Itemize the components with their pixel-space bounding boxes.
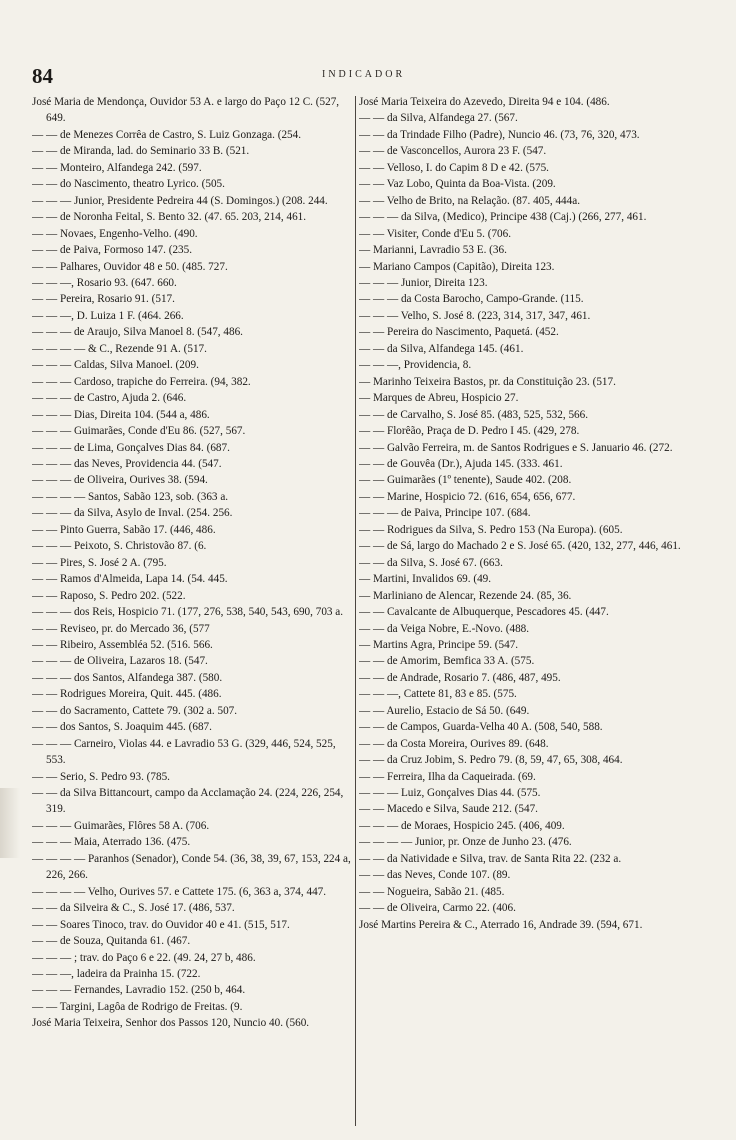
directory-entry: — — — das Neves, Providencia 44. (547. (32, 457, 222, 470)
directory-entry: — — Novaes, Engenho-Velho. (490. (32, 227, 198, 240)
directory-entry: — — da Silva, S. José 67. (663. (359, 556, 503, 569)
directory-entry: — — Nogueira, Sabão 21. (485. (359, 885, 505, 898)
directory-entry: José Maria Teixeira, Senhor dos Passos 120, Nuncio 40. (560. (32, 1017, 310, 1030)
directory-entry: — — dos Santos, S. Joaquim 445. (687. (32, 721, 212, 734)
directory-entry: — — Soares Tinoco, trav. do Ouvidor 40 e 41. (515, 517. (32, 918, 290, 931)
directory-entry: — — Pinto Guerra, Sabão 17. (446, 486. (32, 523, 216, 536)
directory-entry: — — Vaz Lobo, Quinta da Boa-Vista. (209. (359, 178, 556, 191)
directory-entry: — — da Veiga Nobre, E.-Novo. (488. (359, 622, 530, 635)
directory-entry: — Marques de Abreu, Hospicio 27. (359, 392, 519, 405)
directory-entry: — Marliniano de Alencar, Rezende 24. (85, 36. (359, 589, 572, 602)
page-number: 84 (32, 64, 53, 88)
directory-entry: — — da Silva Bittancourt, campo da Acclamação 24. (224, 226, 254, 319. (32, 787, 344, 816)
directory-entry: — — de Gouvêa (Dr.), Ajuda 145. (333. 461. (359, 457, 563, 470)
directory-entry: — — Reviseo, pr. do Mercado 36, (577 (32, 622, 210, 635)
left-column (32, 94, 354, 1032)
directory-entry: — — do Nascimento, theatro Lyrico. (505. (32, 178, 225, 191)
directory-entry: — — — da Silva, Asylo de Inval. (254. 256. (32, 507, 233, 520)
directory-entry: José Maria Teixeira do Azevedo, Direita 94 e 104. (486. (359, 96, 610, 108)
directory-entry: — — Florêão, Praça de D. Pedro I 45. (429, 278. (359, 425, 580, 438)
directory-entry: José Martins Pereira & C., Aterrado 16, Andrade 39. (594, 671. (359, 918, 643, 931)
directory-entry: — — — de Moraes, Hospicio 245. (406, 409. (359, 819, 565, 832)
directory-entry: — — — Cardoso, trapiche do Ferreira. (94, 382. (32, 375, 251, 388)
directory-entry: — — de Miranda, lad. do Seminario 33 B. (521. (32, 145, 250, 158)
directory-entry: — — da Silva, Alfandega 27. (567. (359, 112, 518, 125)
directory-entry: — — — Guimarães, Flôres 58 A. (706. (32, 819, 210, 832)
directory-entry: — Marianni, Lavradio 53 E. (36. (359, 244, 507, 257)
directory-entry: — — — — & C., Rezende 91 A. (517. (32, 342, 207, 355)
directory-entry: — — — — Velho, Ourives 57. e Cattete 175. (6, 363 a, 374, 447. (32, 885, 327, 898)
directory-entry: — — Macedo e Silva, Saude 212. (547. (359, 803, 538, 816)
directory-entry: — — da Silva, Alfandega 145. (461. (359, 342, 524, 355)
directory-entry: — — — — Santos, Sabão 123, sob. (363 a. (32, 490, 229, 503)
directory-entry: — — — de Castro, Ajuda 2. (646. (32, 392, 187, 405)
directory-entry: — — — dos Reis, Hospicio 71. (177, 276, 538, 540, 543, 690, 703 a. (32, 606, 344, 619)
page-edge-stain (0, 788, 20, 858)
directory-entry: — — — de Lima, Gonçalves Dias 84. (687. (32, 441, 230, 454)
directory-entry: — — da Silveira & C., S. José 17. (486, 537. (32, 902, 235, 915)
directory-entry: — — Palhares, Ouvidor 48 e 50. (485. 727. (32, 260, 228, 273)
directory-entry: — — de Noronha Feital, S. Bento 32. (47. 65. 203, 214, 461. (32, 211, 307, 224)
directory-entry: — — — Carneiro, Violas 44. e Lavradio 53 G. (329, 446, 524, 525, 553. (32, 737, 336, 767)
directory-entry: — — — de Paiva, Principe 107. (684. (359, 507, 531, 520)
directory-entry: — — Targini, Lagôa de Rodrigo de Freitas. (9. (32, 1000, 243, 1013)
directory-entry: — — Visiter, Conde d'Eu 5. (706. (359, 227, 512, 240)
directory-entry: — — — — Paranhos (Senador), Conde 54. (36, 38, 39, 67, 153, 224 a, 226, 266. (32, 852, 351, 882)
directory-entry: — — Pires, S. José 2 A. (795. (32, 556, 167, 569)
directory-entry: — — — Caldas, Silva Manoel. (209. (32, 359, 199, 372)
directory-entry: — — de Carvalho, S. José 85. (483, 525, 532, 566. (359, 408, 589, 421)
directory-entry: — — — Luiz, Gonçalves Dias 44. (575. (359, 787, 541, 800)
directory-entry: — — da Trindade Filho (Padre), Nuncio 46. (73, 76, 320, 473. (359, 128, 640, 141)
directory-entry: — — — Junior, Direita 123. (359, 276, 488, 289)
directory-entry: — — Pereira do Nascimento, Paquetá. (452. (359, 326, 559, 339)
directory-entry: — — de Vasconcellos, Aurora 23 F. (547. (359, 145, 547, 158)
right-column (359, 94, 706, 933)
directory-entry: — — —, ladeira da Prainha 15. (722. (32, 968, 201, 981)
directory-entry: — — Serio, S. Pedro 93. (785. (32, 770, 170, 783)
directory-entry: — — — de Oliveira, Lazaros 18. (547. (32, 655, 208, 668)
directory-entry: — — — de Araujo, Silva Manoel 8. (547, 486. (32, 326, 243, 339)
directory-entry: — — Ferreira, Ilha da Caqueirada. (69. (359, 770, 536, 783)
directory-entry: — Mariano Campos (Capitão), Direita 123. (359, 260, 555, 273)
directory-entry: — — — de Oliveira, Ourives 38. (594. (32, 474, 208, 487)
directory-entry: — Martini, Invalidos 69. (49. (359, 573, 492, 586)
directory-entry: — Martins Agra, Principe 59. (547. (359, 638, 519, 651)
directory-entry: — — de Campos, Guarda-Velha 40 A. (508, 540, 588. (359, 721, 603, 734)
directory-entry: — Marinho Teixeira Bastos, pr. da Constituição 23. (517. (359, 375, 616, 388)
running-title: INDICADOR (322, 69, 406, 80)
directory-entry: — — Monteiro, Alfandega 242. (597. (32, 161, 202, 174)
directory-entry: — — de Sá, largo do Machado 2 e S. José 65. (420, 132, 277, 446, 461. (359, 540, 681, 553)
directory-entry: — — — Junior, Presidente Pedreira 44 (S. Domingos.) (208. 244. (32, 194, 328, 207)
directory-entry: — — de Andrade, Rosario 7. (486, 487, 495. (359, 671, 561, 684)
directory-entry: — — Ramos d'Almeida, Lapa 14. (54. 445. (32, 573, 228, 586)
directory-entry: — — de Menezes Corrêa de Castro, S. Luiz Gonzaga. (254. (32, 128, 302, 141)
directory-entry: — — Ribeiro, Assembléa 52. (516. 566. (32, 638, 213, 651)
directory-entry: — — — ; trav. do Paço 6 e 22. (49. 24, 27 b, 486. (32, 951, 256, 964)
directory-entry: — — —, Providencia, 8. (359, 359, 472, 372)
directory-entry: — — Rodrigues da Silva, S. Pedro 153 (Na Europa). (605. (359, 523, 623, 536)
directory-entry: — — Aurelio, Estacio de Sá 50. (649. (359, 704, 530, 717)
directory-entry: — — — Fernandes, Lavradio 152. (250 b, 464. (32, 984, 246, 997)
directory-entry: — — Raposo, S. Pedro 202. (522. (32, 589, 186, 602)
directory-entry: — — Guimarães (1º tenente), Saude 402. (208. (359, 474, 572, 487)
directory-entry: — — das Neves, Conde 107. (89. (359, 869, 511, 882)
directory-entry: — — de Oliveira, Carmo 22. (406. (359, 902, 516, 915)
directory-entry: — — Galvão Ferreira, m. de Santos Rodrigues e S. Januario 46. (272. (359, 441, 673, 454)
directory-entry: José Maria de Mendonça, Ouvidor 53 A. e largo do Paço 12 C. (527, 649. (32, 96, 340, 125)
directory-entry: — — Pereira, Rosario 91. (517. (32, 293, 175, 306)
directory-entry: — — — da Costa Barocho, Campo-Grande. (115. (359, 293, 584, 306)
directory-entry: — — de Paiva, Formoso 147. (235. (32, 244, 193, 257)
directory-entry: — — Rodrigues Moreira, Quit. 445. (486. (32, 688, 222, 701)
directory-entry: — — da Natividade e Silva, trav. de Santa Rita 22. (232 a. (359, 852, 622, 865)
directory-entry: — — Velho de Brito, na Relação. (87. 405, 444a. (359, 194, 581, 207)
directory-entry: — — —, Rosario 93. (647. 660. (32, 276, 177, 289)
column-divider (355, 96, 356, 1126)
directory-entry: — — da Costa Moreira, Ourives 89. (648. (359, 737, 549, 750)
directory-entry: — — — Velho, S. José 8. (223, 314, 317, 347, 461. (359, 309, 591, 322)
directory-entry: — — — Guimarães, Conde d'Eu 86. (527, 567. (32, 425, 246, 438)
directory-entry: — — de Amorim, Bemfica 33 A. (575. (359, 655, 535, 668)
directory-entry: — — — da Silva, (Medico), Principe 438 (Caj.) (266, 277, 461. (359, 211, 647, 224)
directory-entry: — — — Peixoto, S. Christovão 87. (6. (32, 540, 207, 553)
directory-entry: — — Marine, Hospicio 72. (616, 654, 656, 677. (359, 490, 576, 503)
directory-entry: — — — Dias, Direita 104. (544 a, 486. (32, 408, 210, 421)
directory-entry: — — do Sacramento, Cattete 79. (302 a. 507. (32, 704, 238, 717)
directory-entry: — — Velloso, I. do Capim 8 D e 42. (575. (359, 161, 549, 174)
directory-entry: — — — dos Santos, Alfandega 387. (580. (32, 671, 223, 684)
directory-entry: — — — Maia, Aterrado 136. (475. (32, 836, 191, 849)
directory-entry: — — —, Cattete 81, 83 e 85. (575. (359, 688, 517, 701)
directory-entry: — — Cavalcante de Albuquerque, Pescadores 45. (447. (359, 606, 609, 619)
directory-entry: — — da Cruz Jobim, S. Pedro 79. (8, 59, 47, 65, 308, 464. (359, 754, 623, 767)
directory-entry: — — de Souza, Quitanda 61. (467. (32, 935, 191, 948)
directory-entry: — — — — Junior, pr. Onze de Junho 23. (476. (359, 836, 572, 849)
directory-entry: — — —, D. Luiza 1 F. (464. 266. (32, 309, 184, 322)
